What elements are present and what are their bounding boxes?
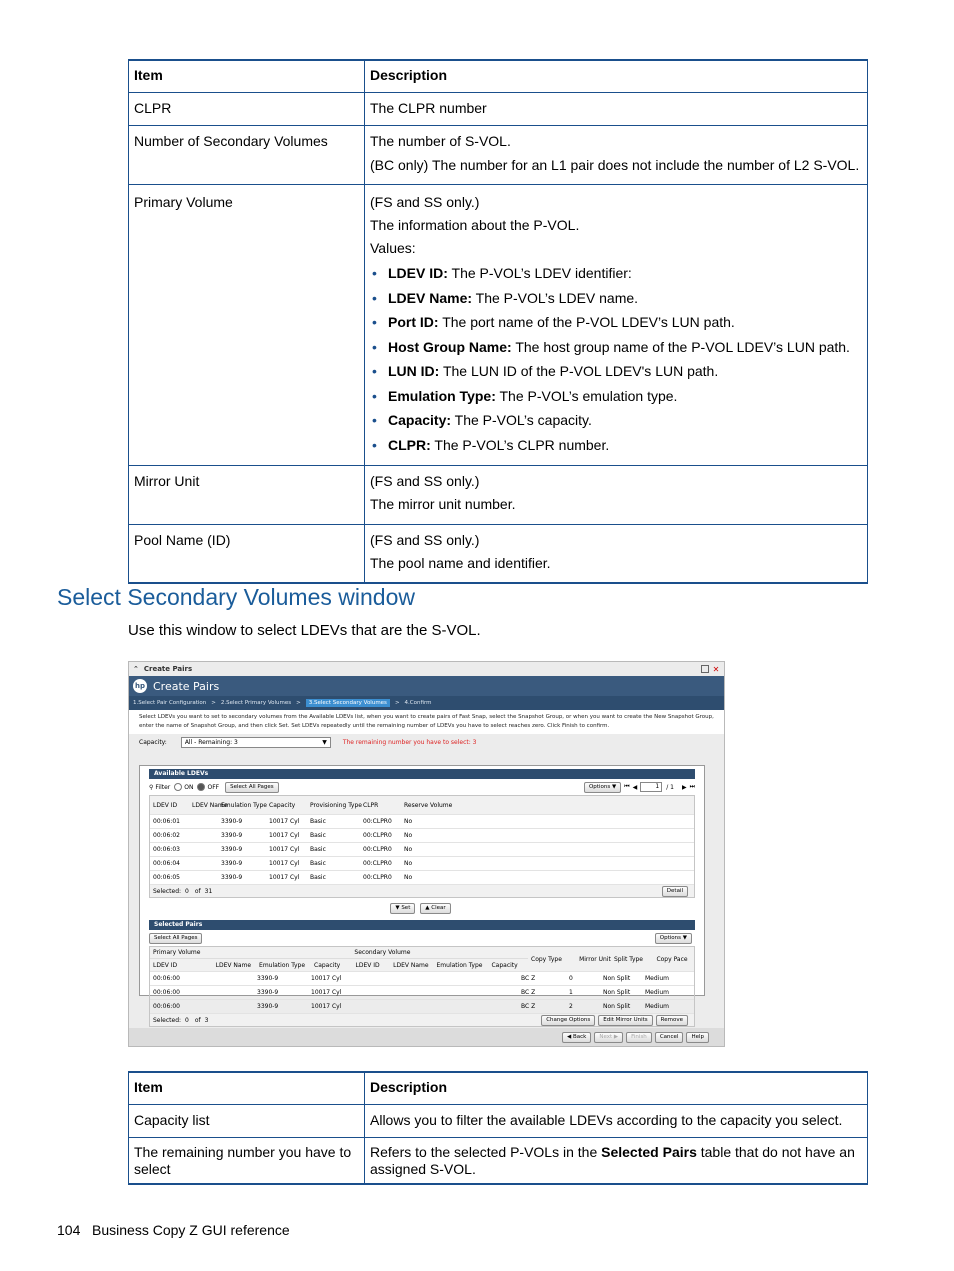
list-item	[388, 434, 862, 457]
row-item: The remaining number you have to select	[129, 1138, 365, 1185]
next-label: Next	[599, 1033, 613, 1040]
back-label: Back	[572, 1033, 587, 1040]
grid-header	[150, 947, 694, 972]
filter-off: OFF	[207, 783, 220, 791]
list-item	[388, 385, 862, 408]
table-header-row	[129, 1072, 868, 1105]
window-title-bar	[129, 662, 724, 676]
instructions: Select LDEVs you want to set to secondary volumes from the Available LDEVs list, when you want to create pairs of Fast Snap, select the Snapshot Group, or when you want to create the New Snapshot Group, enter the name of Snapshot Group, and then click Set. Set LDEVs repeatedly until the remaining number of LDEVs you have to select reaches zero. Click Finish to confirm.	[129, 710, 724, 734]
grid-cell: 0	[569, 975, 573, 982]
group-secondary-volume: Secondary Volume	[354, 949, 411, 956]
total-count: 3	[204, 1016, 209, 1024]
list-item	[388, 336, 862, 359]
step-separator: >	[296, 700, 301, 706]
available-footer	[150, 885, 694, 897]
capacity-value: All - Remaining: 3	[184, 738, 238, 746]
step-4: 4.Confirm	[404, 700, 432, 706]
desc-text: table that do not have an assigned S-VOL.	[370, 1144, 855, 1177]
grid-cell: 00:CLPR0	[363, 874, 392, 881]
bullet-term: Capacity:	[388, 412, 452, 428]
options-button[interactable]: Options ▼	[655, 933, 692, 944]
create-pairs-screenshot	[128, 661, 725, 1047]
dialog-header	[129, 676, 724, 696]
section-heading: Select Secondary Volumes window	[57, 584, 415, 610]
col-split-type[interactable]: Split Type	[614, 955, 643, 963]
radio-off-icon[interactable]	[197, 783, 205, 791]
grid-header	[150, 796, 694, 815]
table-row	[129, 126, 868, 185]
window-items-table	[128, 1071, 868, 1185]
col-capacity[interactable]: Capacity	[269, 801, 296, 809]
of-label: of	[194, 1016, 201, 1024]
options-label: Options	[588, 783, 611, 790]
grid-cell: 3390-9	[221, 846, 243, 853]
bullet-text: The P-VOL’s capacity.	[451, 412, 592, 428]
next-button[interactable]: Next ▶	[594, 1032, 623, 1043]
grid-cell: 3390-9	[221, 832, 243, 839]
col-ldev-name[interactable]: LDEV Name	[192, 801, 228, 809]
prev-page-icon[interactable]: ◀	[632, 783, 638, 791]
step-separator: >	[211, 700, 216, 706]
header-description: Description	[365, 60, 868, 93]
grid-cell: 3390-9	[257, 989, 279, 996]
grid-cell: 3390-9	[221, 860, 243, 867]
grid-cell: 10017 Cyl	[311, 1003, 342, 1010]
grid-cell: 10017 Cyl	[311, 975, 342, 982]
row-description: Allows you to filter the available LDEVs according to the capacity you select.	[365, 1105, 868, 1138]
clear-button[interactable]: ▲ Clear	[420, 903, 450, 914]
table-row	[129, 466, 868, 525]
list-item	[388, 360, 862, 383]
table-row[interactable]	[150, 871, 694, 885]
help-button[interactable]: Help	[686, 1032, 709, 1043]
table-header-row	[129, 60, 868, 93]
grid-cell: BC Z	[521, 989, 536, 996]
grid-cell: 00:06:00	[153, 975, 180, 982]
grid-cell: No	[404, 846, 413, 853]
table-row[interactable]	[150, 829, 694, 843]
grid-cell: Basic	[310, 818, 326, 825]
page-total: / 1	[666, 783, 674, 791]
table-row[interactable]	[150, 843, 694, 857]
list-item	[388, 311, 862, 334]
bullet-text: The P-VOL’s CLPR number.	[430, 436, 610, 453]
filter-on: ON	[184, 783, 194, 791]
set-clear-row	[140, 903, 704, 914]
col-capacity[interactable]: Capacity	[314, 961, 341, 969]
col-reserve-volume[interactable]: Reserve Volume	[404, 801, 453, 809]
selected-footer	[150, 1014, 694, 1026]
of-label: of	[194, 887, 201, 895]
grid-cell: 10017 Cyl	[269, 860, 300, 867]
grid-cell: Non Split	[603, 989, 631, 996]
chevron-down-icon: ▼	[322, 738, 327, 746]
grid-cell: 00:06:00	[153, 1003, 180, 1010]
col-ldev-id[interactable]: LDEV ID	[153, 801, 178, 809]
desc-line: (FS and SS only.)	[370, 473, 480, 489]
grid-cell: 3390-9	[221, 874, 243, 881]
remove-button[interactable]: Remove	[656, 1015, 688, 1026]
detail-button[interactable]: Detail	[662, 886, 688, 897]
grid-cell: Basic	[310, 860, 326, 867]
bullet-text: The host group name of the P-VOL LDEV’s LUN path.	[511, 338, 850, 355]
col-ldev-name[interactable]: LDEV Name	[215, 961, 252, 969]
selected-count: 0	[185, 887, 189, 895]
available-ldevs-grid	[149, 795, 695, 898]
pair-rows	[150, 972, 694, 1014]
grid-cell: 3390-9	[257, 1003, 279, 1010]
row-description	[365, 93, 868, 126]
grid-cell: Medium	[645, 1003, 669, 1010]
grid-cell: 10017 Cyl	[269, 846, 300, 853]
table-row[interactable]	[150, 972, 694, 986]
step-separator: >	[394, 700, 400, 706]
grid-cell: 00:06:02	[153, 832, 180, 839]
col-copy-type[interactable]: Copy Type	[531, 955, 562, 963]
grid-cell: No	[404, 832, 413, 839]
row-item: Pool Name (ID)	[129, 525, 365, 584]
grid-cell: 00:CLPR0	[363, 818, 392, 825]
group-primary-volume: Primary Volume	[153, 949, 201, 956]
edit-mirror-units-button[interactable]: Edit Mirror Units	[598, 1015, 652, 1026]
grid-cell: 1	[569, 989, 573, 996]
table-row[interactable]	[150, 815, 694, 829]
page-footer	[57, 1222, 290, 1238]
desc-line: (BC only) The number for an L1 pair does not include the number of L2 S-VOL.	[370, 157, 860, 173]
bullet-text: The LUN ID of the P-VOL LDEV's LUN path.	[439, 363, 719, 379]
header-item: Item	[129, 1072, 365, 1105]
col-mirror-unit[interactable]: Mirror Unit	[579, 955, 611, 963]
bullet-text: The port name of the P-VOL LDEV’s LUN path.	[438, 314, 735, 330]
maximize-icon[interactable]	[701, 665, 709, 673]
desc-line: The pool name and identifier.	[370, 555, 551, 571]
selected-toolbar	[149, 932, 695, 944]
row-description	[365, 525, 868, 584]
finish-button[interactable]: Finish	[626, 1032, 652, 1043]
options-label: Options	[659, 934, 682, 941]
grid-cell: BC Z	[521, 1003, 536, 1010]
filter-label: Filter	[155, 783, 171, 791]
back-button[interactable]: ◀ Back	[562, 1032, 591, 1043]
clear-label: Clear	[431, 905, 446, 911]
select-all-pages-button[interactable]: Select All Pages	[225, 782, 278, 793]
grid-cell: 00:06:04	[153, 860, 180, 867]
header-description: Description	[365, 1072, 868, 1105]
filter-icon[interactable]: ⚲	[149, 783, 154, 791]
grid-cell: BC Z	[521, 975, 536, 982]
available-toolbar	[149, 781, 695, 793]
step-2: 2.Select Primary Volumes	[220, 700, 292, 706]
desc-line: Values:	[370, 240, 416, 256]
wizard-footer	[129, 1028, 724, 1046]
table-row	[129, 185, 868, 466]
first-page-icon[interactable]: ⏮	[624, 783, 630, 790]
capacity-select[interactable]	[181, 737, 331, 748]
volume-group-headers	[150, 947, 528, 971]
desc-bold: Selected Pairs	[601, 1144, 697, 1160]
last-page-icon[interactable]: ⏭	[689, 783, 695, 790]
row-description	[365, 185, 868, 466]
desc-line: The mirror unit number.	[370, 496, 516, 512]
desc-text: Refers to the selected P-VOLs in the	[370, 1144, 602, 1160]
grid-cell: Medium	[645, 989, 669, 996]
parameters-table	[128, 59, 868, 584]
grid-cell: 00:CLPR0	[363, 832, 392, 839]
grid-cell: 00:06:05	[153, 874, 180, 881]
available-rows	[150, 815, 694, 885]
col-s-ldev-name[interactable]: LDEV Name	[393, 961, 429, 969]
desc-line: The number of S-VOL.	[370, 133, 511, 149]
table-row	[129, 1138, 868, 1185]
grid-cell: Basic	[310, 832, 326, 839]
selected-count: 0	[185, 1016, 189, 1024]
grid-cell: Basic	[310, 846, 326, 853]
total-count: 31	[204, 887, 213, 895]
capacity-label: Capacity:	[139, 738, 167, 746]
capacity-row	[129, 734, 724, 750]
col-s-emulation-type[interactable]: Emulation Type	[436, 961, 483, 969]
desc-line: The CLPR number	[370, 100, 487, 116]
bullet-term: Port ID:	[388, 314, 439, 330]
row-item: Primary Volume	[129, 185, 365, 466]
list-item	[388, 409, 862, 432]
grid-cell: 10017 Cyl	[269, 818, 300, 825]
grid-cell: 2	[569, 1003, 573, 1010]
desc-line: (FS and SS only.)	[370, 194, 480, 210]
set-label: Set	[401, 905, 411, 911]
col-copy-pace[interactable]: Copy Pace	[656, 955, 688, 963]
col-s-ldev-id[interactable]: LDEV ID	[355, 961, 380, 969]
row-item: Capacity list	[129, 1105, 365, 1138]
bullet-term: LDEV ID:	[388, 265, 448, 281]
change-options-button[interactable]: Change Options	[541, 1015, 595, 1026]
bullet-text: The P-VOL’s emulation type.	[495, 387, 678, 404]
step-1: 1.Select Pair Configuration	[133, 700, 207, 706]
grid-cell: 00:06:03	[153, 846, 180, 853]
bullet-term: Host Group Name:	[388, 338, 512, 355]
grid-cell: 00:06:00	[153, 989, 180, 996]
selected-label: Selected:	[153, 1016, 182, 1024]
grid-cell: 00:CLPR0	[363, 860, 392, 867]
selected-pairs-title: Selected Pairs	[149, 920, 695, 930]
row-description	[365, 1138, 868, 1185]
grid-cell: Non Split	[603, 1003, 631, 1010]
radio-on-icon[interactable]	[174, 783, 182, 791]
table-row	[129, 93, 868, 126]
table-row[interactable]	[150, 986, 694, 1000]
header-item: Item	[129, 60, 365, 93]
grid-cell: 3390-9	[221, 818, 243, 825]
bullet-term: Emulation Type:	[388, 387, 496, 404]
col-clpr[interactable]: CLPR	[363, 801, 379, 809]
bullet-text: The P-VOL’s LDEV name.	[472, 289, 639, 306]
remaining-text: The remaining number you have to select: 3	[342, 738, 477, 746]
bullet-term: LUN ID:	[388, 363, 440, 379]
step-3-active: 3.Select Secondary Volumes	[306, 699, 390, 707]
col-emulation-type[interactable]: Emulation Type	[259, 961, 306, 969]
list-item	[388, 287, 862, 310]
table-row[interactable]	[150, 857, 694, 871]
wizard-steps	[129, 696, 724, 710]
col-s-capacity[interactable]: Capacity	[491, 961, 518, 969]
list-item	[388, 262, 862, 285]
row-item: Number of Secondary Volumes	[129, 126, 365, 185]
row-item: Mirror Unit	[129, 466, 365, 525]
grid-cell: No	[404, 860, 413, 867]
ldevs-container	[139, 765, 705, 1024]
row-item: CLPR	[129, 93, 365, 126]
grid-cell: 00:CLPR0	[363, 846, 392, 853]
grid-cell: 10017 Cyl	[311, 989, 342, 996]
table-row[interactable]	[150, 1000, 694, 1014]
window-title: Create Pairs	[143, 665, 193, 673]
dialog-title: Create Pairs	[153, 679, 220, 693]
desc-line: (FS and SS only.)	[370, 532, 480, 548]
page-number: 104	[57, 1222, 81, 1238]
row-description	[365, 466, 868, 525]
close-icon[interactable]: ✕	[712, 664, 720, 674]
page-input[interactable]: 1	[640, 782, 662, 792]
col-provisioning-type[interactable]: Provisioning Type	[310, 801, 362, 809]
footer-text: Business Copy Z GUI reference	[92, 1222, 290, 1238]
grid-cell: Medium	[645, 975, 669, 982]
options-button[interactable]: Options ▼	[584, 782, 621, 793]
desc-line: The information about the P-VOL.	[370, 217, 580, 233]
grid-cell: No	[404, 818, 413, 825]
table-row	[129, 525, 868, 584]
next-page-icon[interactable]: ▶	[681, 783, 687, 791]
row-description	[365, 126, 868, 185]
bullet-term: CLPR:	[388, 436, 431, 453]
grid-cell: 10017 Cyl	[269, 874, 300, 881]
selected-pairs-grid	[149, 946, 695, 1027]
set-button[interactable]: ▼ Set	[390, 903, 415, 914]
select-all-pages-button[interactable]: Select All Pages	[149, 933, 202, 944]
available-ldevs-title: Available LDEVs	[149, 769, 695, 779]
grid-cell: Non Split	[603, 975, 631, 982]
grid-cell: 00:06:01	[153, 818, 180, 825]
col-ldev-id[interactable]: LDEV ID	[153, 961, 178, 969]
table-row	[129, 1105, 868, 1138]
values-list	[370, 262, 862, 457]
grid-cell: 3390-9	[257, 975, 279, 982]
collapse-icon[interactable]: ⌃	[133, 665, 139, 673]
cancel-button[interactable]: Cancel	[655, 1032, 684, 1043]
bullet-term: LDEV Name:	[388, 289, 473, 306]
grid-cell: Basic	[310, 874, 326, 881]
grid-cell: 10017 Cyl	[269, 832, 300, 839]
bullet-text: The P-VOL’s LDEV identifier:	[447, 265, 632, 281]
grid-cell: No	[404, 874, 413, 881]
hp-logo: hp	[133, 679, 147, 693]
section-intro: Use this window to select LDEVs that are the S-VOL.	[128, 622, 481, 639]
col-emulation-type[interactable]: Emulation Type	[221, 801, 267, 809]
selected-label: Selected:	[153, 887, 182, 895]
